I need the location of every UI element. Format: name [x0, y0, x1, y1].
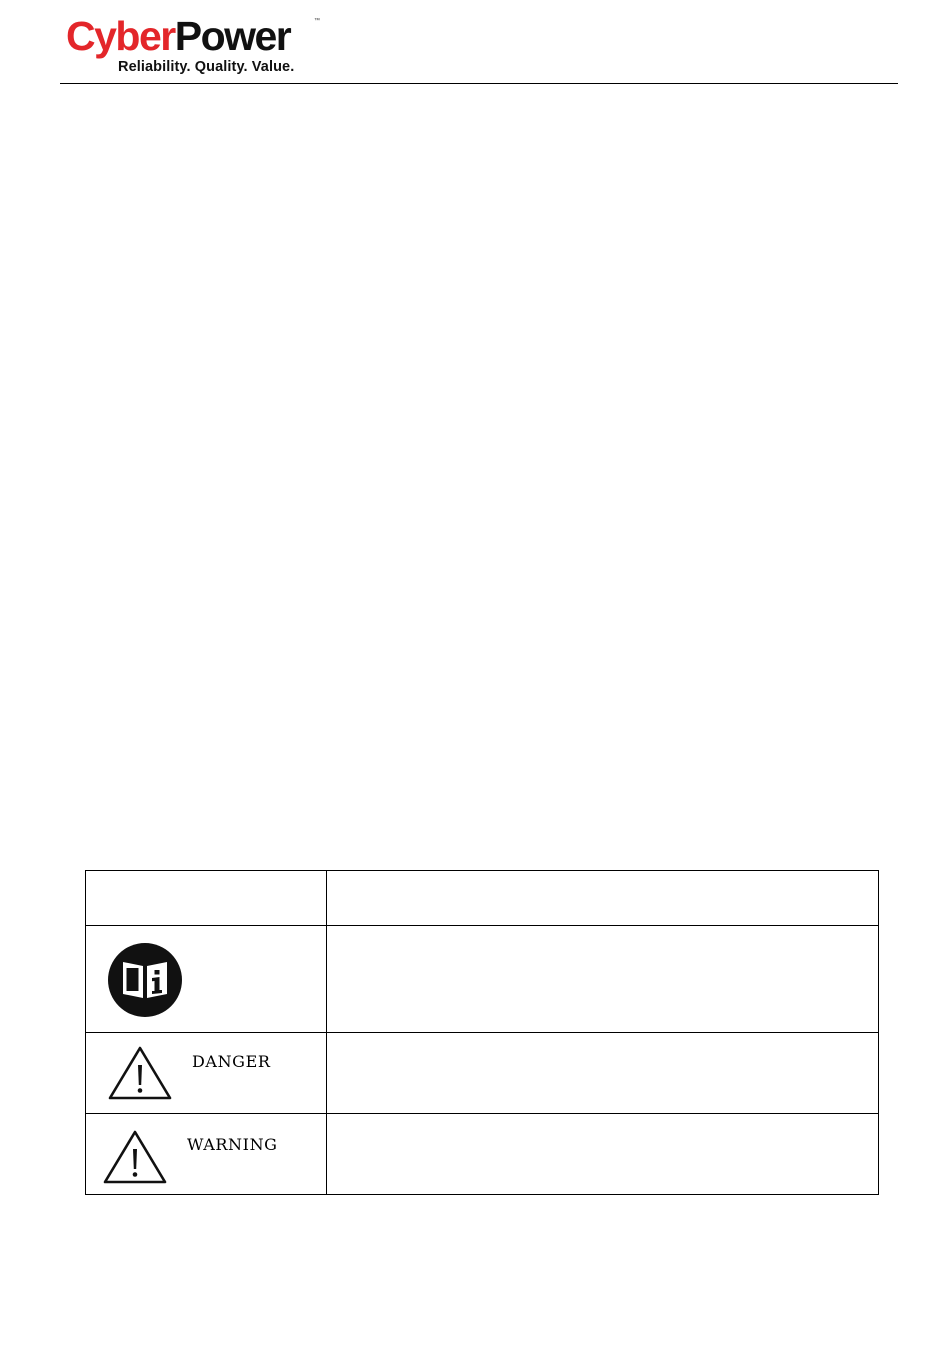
danger-triangle-icon [107, 1045, 173, 1101]
symbol-cell-manual [86, 926, 327, 1033]
symbol-cell-warning [86, 1114, 327, 1195]
read-manual-icon [107, 942, 183, 1018]
logo-tagline: Reliability. Quality. Value. [118, 59, 295, 75]
danger-label: DANGER [192, 1052, 271, 1071]
logo-trademark: ™ [314, 18, 320, 24]
description-cell-manual [327, 926, 879, 1033]
logo-wordmark-power: Power [174, 13, 291, 59]
symbol-row-warning [86, 1114, 879, 1195]
symbol-table-header-row [86, 871, 879, 926]
symbol-table-header-description [327, 871, 879, 926]
symbol-row-danger [86, 1033, 879, 1114]
description-cell-danger [327, 1033, 879, 1114]
symbol-row-manual [86, 926, 879, 1033]
logo-wordmark [66, 12, 290, 60]
symbol-table-header-symbol [86, 871, 327, 926]
symbol-cell-danger [86, 1033, 327, 1114]
cyberpower-logo [66, 12, 326, 78]
warning-triangle-icon [102, 1129, 168, 1185]
warning-label: WARNING [187, 1135, 278, 1154]
symbol-table [85, 870, 879, 1195]
header-divider [60, 83, 898, 84]
logo-wordmark-cyber: Cyber [66, 13, 175, 59]
description-cell-warning [327, 1114, 879, 1195]
